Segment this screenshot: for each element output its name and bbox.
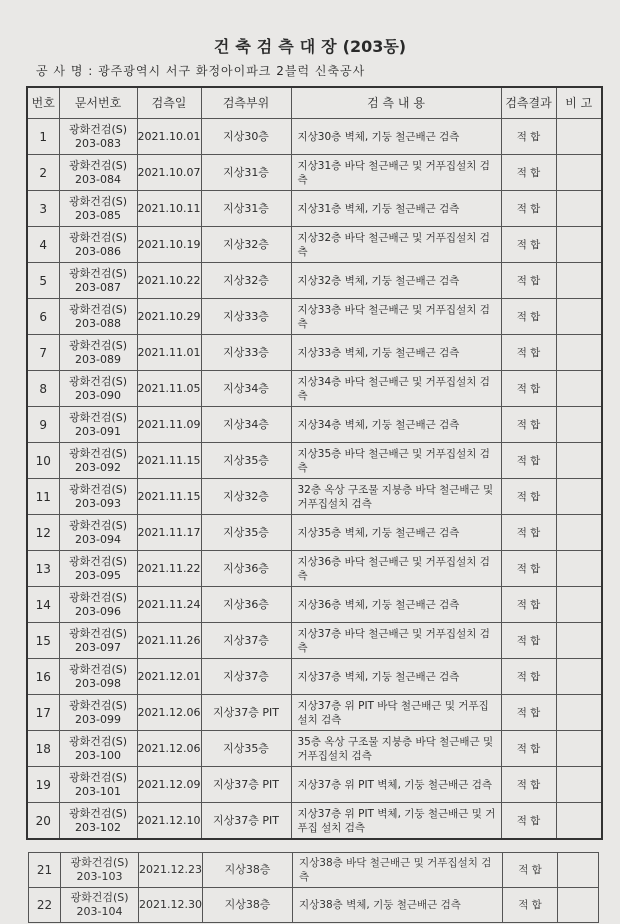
no-cell: 22 [29,888,61,923]
table-row [27,191,602,227]
doc-number-line: 광화건검(S) [68,230,128,244]
result-cell: 적 합 [501,371,556,407]
content-cell: 지상33층 벽체, 기둥 철근배근 검측 [291,335,501,371]
doc-number-cell [59,263,137,299]
content-cell: 지상37층 벽체, 기둥 철근배근 검측 [291,659,501,695]
part-cell: 지상33층 [201,335,291,371]
no-cell: 18 [27,731,59,767]
part-cell: 지상36층 [201,551,291,587]
note-cell [556,479,602,515]
no-cell: 12 [27,515,59,551]
date-cell: 2021.11.01 [137,335,201,371]
result-cell: 적 합 [501,731,556,767]
result-cell: 적 합 [501,515,556,551]
note-cell [558,888,599,923]
table-row [27,731,602,767]
part-cell: 지상32층 [201,263,291,299]
no-cell: 3 [27,191,59,227]
note-cell [556,299,602,335]
doc-number-line: 광화건검(S) [70,856,129,869]
doc-number-line: 203-095 [75,568,121,582]
date-cell: 2021.12.10 [137,803,201,840]
doc-number-cell [59,299,137,335]
note-cell [556,587,602,623]
doc-number-cell [59,515,137,551]
result-cell: 적 합 [501,479,556,515]
part-cell: 지상37층 [201,659,291,695]
doc-number-line: 광화건검(S) [68,806,128,820]
doc-number-line: 203-097 [75,640,121,654]
header-doc: 문서번호 [59,87,137,119]
no-cell: 9 [27,407,59,443]
doc-number-cell [59,695,137,731]
part-cell: 지상37층 PIT [201,767,291,803]
doc-number-line: 광화건검(S) [68,770,128,784]
part-cell: 지상35층 [201,731,291,767]
note-cell [556,515,602,551]
no-cell: 14 [27,587,59,623]
result-cell: 적 합 [503,853,558,888]
result-cell: 적 합 [501,263,556,299]
doc-number-line: 광화건검(S) [68,446,128,460]
table-row [27,119,602,155]
doc-number-line: 광화건검(S) [68,302,128,316]
note-cell [556,119,602,155]
table-row [27,659,602,695]
date-cell: 2021.10.22 [137,263,201,299]
doc-number-cell [59,623,137,659]
table-row [27,623,602,659]
doc-number-cell [59,479,137,515]
doc-number-line: 203-093 [75,496,121,510]
note-cell [556,155,602,191]
note-cell [556,803,602,840]
date-cell: 2021.11.05 [137,371,201,407]
doc-number-line: 광화건검(S) [68,338,128,352]
note-cell [556,695,602,731]
part-cell: 지상35층 [201,443,291,479]
content-cell: 지상37층 위 PIT 벽체, 기둥 철근배근 및 거푸집 설치 검측 [291,803,501,840]
content-cell: 지상38층 바닥 철근배근 및 거푸집설치 검측 [293,853,503,888]
part-cell: 지상31층 [201,191,291,227]
date-cell: 2021.12.23 [139,853,203,888]
part-cell: 지상37층 [201,623,291,659]
no-cell: 7 [27,335,59,371]
doc-number-line: 203-090 [75,388,121,402]
date-cell: 2021.12.06 [137,731,201,767]
no-cell: 5 [27,263,59,299]
result-cell: 적 합 [501,119,556,155]
table-row [27,767,602,803]
part-cell: 지상34층 [201,371,291,407]
doc-number-line: 광화건검(S) [68,590,128,604]
result-cell: 적 합 [501,191,556,227]
no-cell: 20 [27,803,59,840]
doc-number-line: 203-099 [75,712,121,726]
content-cell: 지상31층 바닥 철근배근 및 거푸집설치 검측 [291,155,501,191]
doc-number-line: 203-089 [75,352,121,366]
date-cell: 2021.11.15 [137,443,201,479]
no-cell: 17 [27,695,59,731]
result-cell: 적 합 [501,623,556,659]
result-cell: 적 합 [501,695,556,731]
content-cell: 지상32층 바닥 철근배근 및 거푸집설치 검측 [291,227,501,263]
table-row [27,695,602,731]
note-cell [556,443,602,479]
table-row [27,515,602,551]
date-cell: 2021.12.06 [137,695,201,731]
content-cell: 지상33층 바닥 철근배근 및 거푸집설치 검측 [291,299,501,335]
doc-number-line: 광화건검(S) [68,194,128,208]
doc-number-line: 203-087 [75,280,121,294]
table-row [27,587,602,623]
result-cell: 적 합 [501,767,556,803]
doc-number-cell [59,371,137,407]
part-cell: 지상32층 [201,227,291,263]
no-cell: 8 [27,371,59,407]
result-cell: 적 합 [501,155,556,191]
doc-number-cell [59,407,137,443]
doc-number-line: 광화건검(S) [68,626,128,640]
date-cell: 2021.10.07 [137,155,201,191]
doc-number-line: 광화건검(S) [68,374,128,388]
doc-number-cell [59,659,137,695]
content-cell: 지상30층 벽체, 기둥 철근배근 검측 [291,119,501,155]
content-cell: 32층 옥상 구조물 지붕층 바닥 철근배근 및 거푸집설치 검측 [291,479,501,515]
project-name: 공 사 명 : 광주광역시 서구 화정아이파크 2블럭 신축공사 [36,64,366,78]
part-cell: 지상37층 PIT [201,803,291,840]
table-row [27,551,602,587]
result-cell: 적 합 [501,587,556,623]
content-cell: 지상34층 바닥 철근배근 및 거푸집설치 검측 [291,371,501,407]
doc-number-cell [59,191,137,227]
no-cell: 10 [27,443,59,479]
table-row [29,888,599,923]
header-note: 비 고 [556,87,602,119]
doc-number-line: 203-100 [75,748,121,762]
doc-number-line: 203-094 [75,532,121,546]
content-cell: 지상36층 벽체, 기둥 철근배근 검측 [291,587,501,623]
date-cell: 2021.12.09 [137,767,201,803]
date-cell: 2021.11.17 [137,515,201,551]
note-cell [556,371,602,407]
part-cell: 지상36층 [201,587,291,623]
result-cell: 적 합 [501,227,556,263]
header-part: 검측부위 [201,87,291,119]
table-row [27,371,602,407]
doc-number-line: 광화건검(S) [68,554,128,568]
no-cell: 15 [27,623,59,659]
result-cell: 적 합 [501,803,556,840]
date-cell: 2021.10.29 [137,299,201,335]
no-cell: 21 [29,853,61,888]
content-cell: 지상32층 벽체, 기둥 철근배근 검측 [291,263,501,299]
result-cell: 적 합 [501,299,556,335]
note-cell [556,623,602,659]
table-row [27,479,602,515]
content-cell: 지상37층 바닥 철근배근 및 거푸집설치 검측 [291,623,501,659]
content-cell: 지상37층 위 PIT 바닥 철근배근 및 거푸집 설치 검측 [291,695,501,731]
doc-number-line: 203-098 [75,676,121,690]
doc-number-cell [61,888,139,923]
inspection-table [26,86,603,840]
doc-number-line: 광화건검(S) [68,158,128,172]
doc-number-cell [59,551,137,587]
doc-number-line: 203-102 [75,820,121,834]
doc-number-line: 광화건검(S) [68,698,128,712]
doc-number-line: 203-103 [76,870,123,883]
header-row [27,87,602,119]
no-cell: 11 [27,479,59,515]
note-cell [556,767,602,803]
table-row [27,227,602,263]
note-cell [556,191,602,227]
date-cell: 2021.11.26 [137,623,201,659]
doc-number-line: 광화건검(S) [68,122,128,136]
content-cell: 지상31층 벽체, 기둥 철근배근 검측 [291,191,501,227]
table-row [27,443,602,479]
doc-number-line: 광화건검(S) [68,482,128,496]
document-title [0,34,620,57]
doc-number-cell [59,227,137,263]
doc-number-cell [59,119,137,155]
doc-number-line: 203-083 [75,136,121,150]
note-cell [556,551,602,587]
doc-number-line: 203-085 [75,208,121,222]
part-cell: 지상34층 [201,407,291,443]
header-no: 번호 [27,87,59,119]
doc-number-cell [61,853,139,888]
content-cell: 지상38층 벽체, 기둥 철근배근 검측 [293,888,503,923]
doc-number-cell [59,803,137,840]
result-cell: 적 합 [501,551,556,587]
doc-number-line: 203-101 [75,784,121,798]
doc-number-line: 203-088 [75,316,121,330]
doc-number-line: 203-086 [75,244,121,258]
no-cell: 4 [27,227,59,263]
doc-number-cell [59,767,137,803]
no-cell: 2 [27,155,59,191]
note-cell [558,853,599,888]
table-row [27,407,602,443]
title-suffix: (203동) [342,37,407,56]
table-row [27,263,602,299]
doc-number-line: 203-104 [76,905,123,918]
doc-number-line: 광화건검(S) [68,662,128,676]
doc-number-cell [59,443,137,479]
no-cell: 19 [27,767,59,803]
doc-number-line: 광화건검(S) [68,410,128,424]
no-cell: 1 [27,119,59,155]
header-result: 검측결과 [501,87,556,119]
doc-number-cell [59,155,137,191]
table-row [27,155,602,191]
doc-number-line: 광화건검(S) [68,266,128,280]
content-cell: 지상36층 바닥 철근배근 및 거푸집설치 검측 [291,551,501,587]
doc-number-line: 광화건검(S) [68,518,128,532]
table-row [29,853,599,888]
result-cell: 적 합 [501,335,556,371]
content-cell: 지상35층 바닥 철근배근 및 거푸집설치 검측 [291,443,501,479]
table-row [27,803,602,840]
doc-number-line: 광화건검(S) [68,734,128,748]
result-cell: 적 합 [501,443,556,479]
note-cell [556,335,602,371]
part-cell: 지상37층 PIT [201,695,291,731]
note-cell [556,263,602,299]
part-cell: 지상38층 [203,888,293,923]
date-cell: 2021.11.24 [137,587,201,623]
doc-number-line: 203-096 [75,604,121,618]
part-cell: 지상33층 [201,299,291,335]
part-cell: 지상31층 [201,155,291,191]
part-cell: 지상30층 [201,119,291,155]
date-cell: 2021.10.19 [137,227,201,263]
result-cell: 적 합 [501,659,556,695]
doc-number-line: 203-092 [75,460,121,474]
result-cell: 적 합 [501,407,556,443]
table-row [27,335,602,371]
content-cell: 지상37층 위 PIT 벽체, 기둥 철근배근 검측 [291,767,501,803]
title-main: 건축검측대장 [213,37,343,56]
content-cell: 35층 옥상 구조물 지붕층 바닥 철근배근 및 거푸집설치 검측 [291,731,501,767]
doc-number-line: 광화건검(S) [70,891,129,904]
result-cell: 적 합 [503,888,558,923]
date-cell: 2021.10.11 [137,191,201,227]
no-cell: 13 [27,551,59,587]
no-cell: 6 [27,299,59,335]
content-cell: 지상35층 벽체, 기둥 철근배근 검측 [291,515,501,551]
part-cell: 지상38층 [203,853,293,888]
note-cell [556,227,602,263]
date-cell: 2021.11.22 [137,551,201,587]
note-cell [556,659,602,695]
note-cell [556,731,602,767]
doc-number-line: 203-091 [75,424,121,438]
header-content: 검 측 내 용 [291,87,501,119]
date-cell: 2021.12.30 [139,888,203,923]
inspection-table-continued [28,852,599,923]
date-cell: 2021.11.15 [137,479,201,515]
table-row [27,299,602,335]
doc-number-cell [59,587,137,623]
note-cell [556,407,602,443]
doc-number-cell [59,335,137,371]
date-cell: 2021.12.01 [137,659,201,695]
date-cell: 2021.11.09 [137,407,201,443]
doc-number-cell [59,731,137,767]
no-cell: 16 [27,659,59,695]
part-cell: 지상35층 [201,515,291,551]
header-date: 검측일 [137,87,201,119]
doc-number-line: 203-084 [75,172,121,186]
date-cell: 2021.10.01 [137,119,201,155]
part-cell: 지상32층 [201,479,291,515]
content-cell: 지상34층 벽체, 기둥 철근배근 검측 [291,407,501,443]
